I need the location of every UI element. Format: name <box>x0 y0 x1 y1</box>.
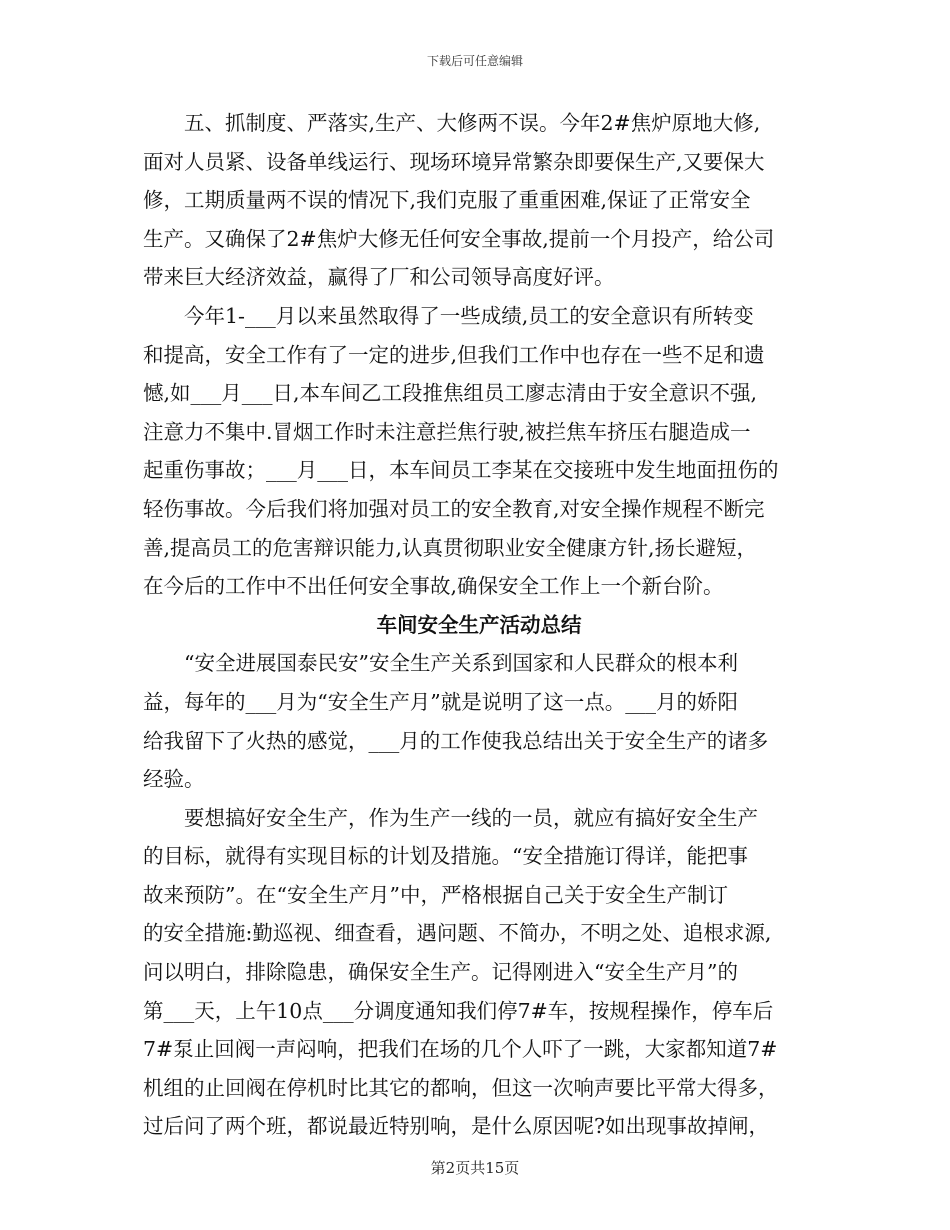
text-line: 修，工期质量两不误的情况下,我们克服了重重困难,保证了正常安全 <box>143 188 751 213</box>
text-line: “安全进展国泰民安”安全生产关系到国家和人民群众的根本利 <box>143 651 738 676</box>
text-line: 给我留下了火热的感觉，___月的工作使我总结出关于安全生产的诸多 <box>143 728 769 753</box>
text-line: 五、抓制度、严落实,生产、大修两不误。今年2#焦炉原地大修, <box>143 111 761 135</box>
page-header: 下载后可任意编辑 <box>426 54 523 68</box>
text-line: 起重伤事故；___月___日，本车间员工李某在交接班中发生地面扭伤的 <box>143 458 779 483</box>
page-number: 第2页共15页 <box>430 1159 520 1177</box>
paragraph-shortcomings <box>143 297 815 606</box>
text-line: 的目标，就得有实现目标的计划及措施。“安全措施订得详，能把事 <box>143 844 748 869</box>
text-line: 带来巨大经济效益，赢得了厂和公司领导高度好评。 <box>143 265 615 290</box>
text-line: 故来预防”。在“安全生产月”中，严格根据自己关于安全生产制订 <box>143 882 728 907</box>
text-line: 过后问了两个班，都说最近特别响，是什么原因呢?如出现事故掉闸， <box>143 1114 769 1139</box>
text-line: 要想搞好安全生产，作为生产一线的一员，就应有搞好安全生产 <box>143 805 758 830</box>
text-line: 7#泵止回阀一声闷响，把我们在场的几个人吓了一跳，大家都知道7# <box>143 1037 778 1062</box>
paragraph-maintenance <box>143 104 815 297</box>
text-line: 和提高，安全工作有了一定的进步,但我们工作中也存在一些不足和遗 <box>143 342 765 367</box>
paragraph-intro <box>143 644 815 798</box>
text-line: 的安全措施:勤巡视、细查看，遇问题、不简办，不明之处、追根求源, <box>143 921 772 946</box>
text-line: 生产。又确保了2#焦炉大修无任何安全事故,提前一个月投产，给公司 <box>143 226 775 251</box>
document-body <box>143 104 815 1146</box>
text-line: 经验。 <box>143 767 205 792</box>
text-line: 第___天，上午10点___分调度通知我们停7#车，按规程操作，停车后 <box>143 998 774 1023</box>
text-line: 轻伤事故。今后我们将加强对员工的安全教育,对安全操作规程不断完 <box>143 496 765 521</box>
text-line: 憾,如___月___日,本车间乙工段推焦组员工廖志清由于安全意识不强, <box>143 381 758 406</box>
section-title: 车间安全生产活动总结 <box>376 612 582 637</box>
paragraph-measures <box>143 799 815 1146</box>
text-line: 问以明白，排除隐患，确保安全生产。记得刚进入“安全生产月”的 <box>143 960 738 985</box>
text-line: 面对人员紧、设备单线运行、现场环境异常繁杂即要保生产,又要保大 <box>143 149 765 174</box>
text-line: 益，每年的___月为“安全生产月”就是说明了这一点。___月的娇阳 <box>143 689 738 714</box>
text-line: 注意力不集中.冒烟工作时未注意拦焦行驶,被拦焦车挤压右腿造成一 <box>143 419 751 444</box>
text-line: 今年1-___月以来虽然取得了一些成绩,员工的安全意识有所转变 <box>143 303 754 328</box>
text-line: 善,提高员工的危害辩识能力,认真贯彻职业安全健康方针,扬长避短， <box>143 535 758 560</box>
text-line: 机组的止回阀在停机时比其它的都响，但这一次响声要比平常大得多， <box>143 1075 779 1100</box>
text-line: 在今后的工作中不出任何安全事故,确保安全工作上一个新台阶。 <box>143 574 724 599</box>
